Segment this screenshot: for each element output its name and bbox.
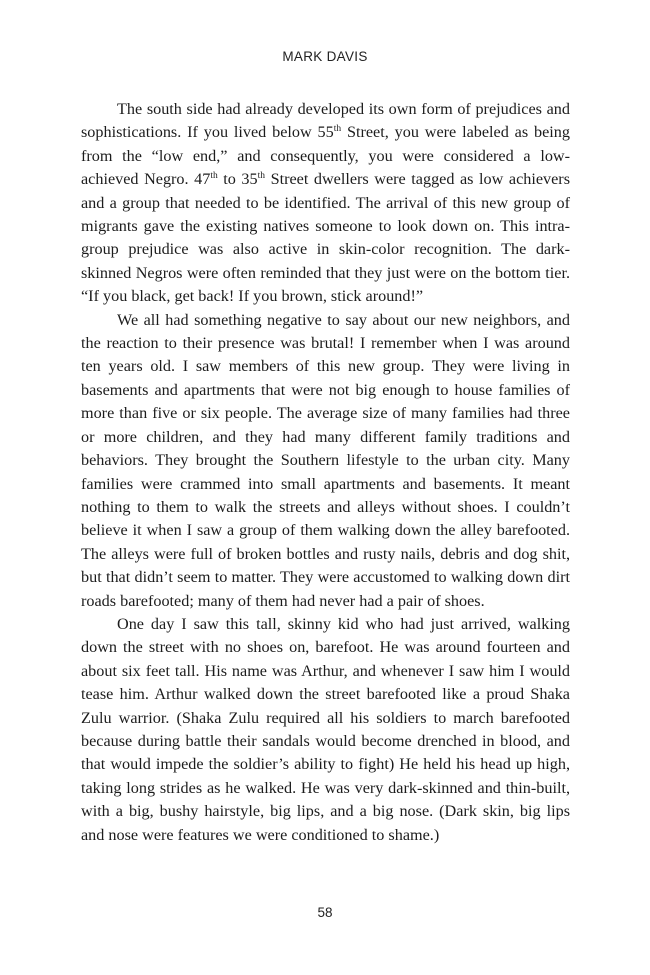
- paragraph-1: [81, 98, 570, 309]
- paragraph-1-part-2: Street, you were labeled as being from the “low end,” and consequently, you were considered a low-achieved Negro. 47: [81, 123, 570, 189]
- ordinal-suffix: th: [257, 171, 266, 182]
- paragraph-1-part-4: Street dwellers were tagged as low achievers and a group that needed to be identified. The arrival of this new group of migrants gave the existing natives someone to look down on. This intra-group prejudice was also active in skin-color recognition. The dark-skinned Negros were often reminded that they just were on the bottom tier. “If you black, get back! If you brown, stick around!”: [81, 170, 570, 306]
- ordinal-suffix: th: [333, 124, 342, 135]
- ordinal-suffix: th: [210, 171, 218, 182]
- page-number: 58: [317, 905, 333, 920]
- body-text: [81, 98, 570, 847]
- paragraph-2: We all had something negative to say about our new neighbors, and the reaction to their presence was brutal! I remember when I was around ten years old. I saw members of this new group. They were living in basements and apartments that were not big enough to house families of more than five or six people. The average size of many families had three or more children, and they had many different family traditions and behaviors. They brought the Southern lifestyle to the urban city. Many families were crammed into small apartments and basements. It meant nothing to them to walk the streets and alleys without shoes. I couldn’t believe it when I saw a group of them walking down the alley barefooted. The alleys were full of broken bottles and rusty nails, debris and dog shit, but that didn’t seem to matter. They were accustomed to walking down dirt roads barefooted; many of them had never had a pair of shoes.: [81, 310, 570, 610]
- running-header: MARK DAVIS: [282, 49, 368, 64]
- paragraph-1-part-3: to 35: [217, 170, 258, 189]
- paragraph-3: One day I saw this tall, skinny kid who had just arrived, walking down the street with no shoes on, barefoot. He was around fourteen and about six feet tall. His name was Arthur, and whenever I saw him I would tease him. Arthur walked down the street barefooted like a proud Shaka Zulu warrior. (Shaka Zulu required all his soldiers to march barefooted because during battle their sandals would become drenched in blood, and that would impede the soldier’s ability to fight) He held his head up high, taking long strides as he walked. He was very dark-skinned and thin-built, with a big, bushy hairstyle, big lips, and a big nose. (Dark skin, big lips and nose were features we were conditioned to shame.): [81, 614, 570, 844]
- paragraph-1-part-1: The south side had already developed its own form of prejudices and sophistications. If you lived below 55: [81, 100, 570, 142]
